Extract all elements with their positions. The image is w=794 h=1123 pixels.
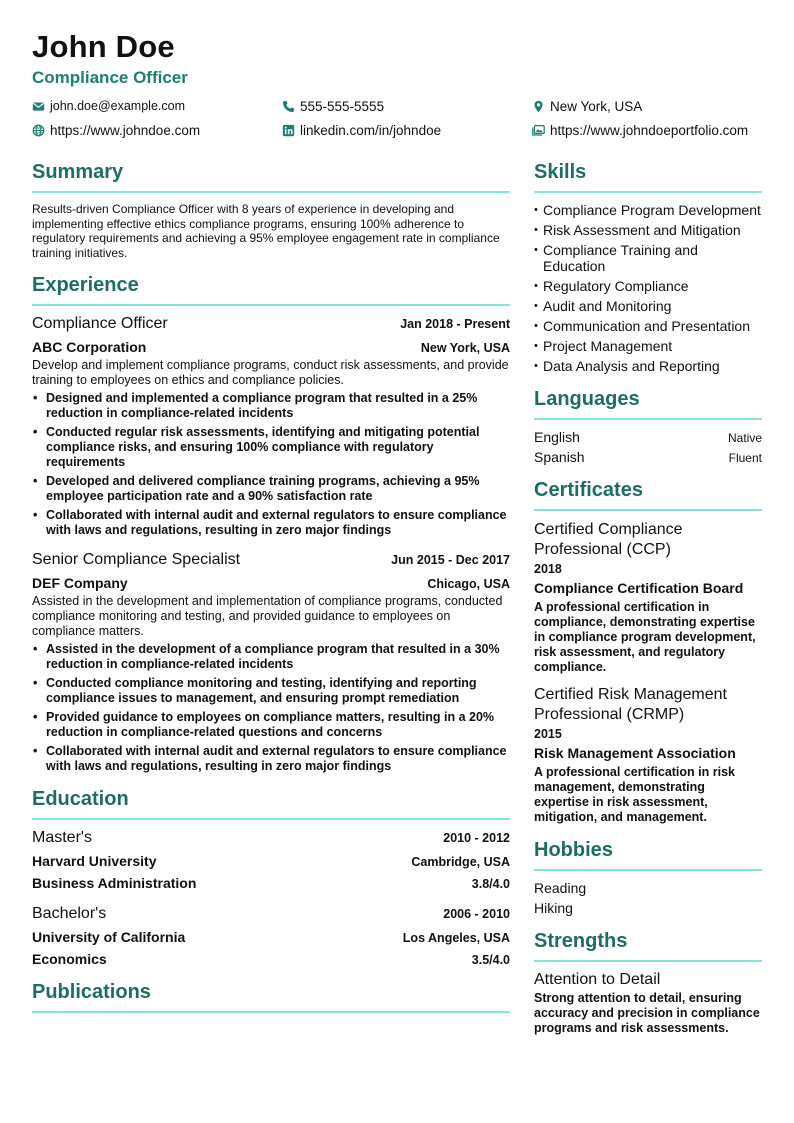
skill-item: • Compliance Program Development [534,202,762,218]
job-dates: Jan 2018 - Present [400,317,510,332]
edu-dates: 2006 - 2010 [443,907,510,922]
skill-item: • Data Analysis and Reporting [534,358,762,374]
globe-icon [32,124,45,137]
linkedin-icon [282,124,295,137]
hobby-item: Hiking [534,900,573,917]
job-location: Chicago, USA [427,577,510,592]
contact-email-text: john.doe@example.com [50,99,185,114]
skill-item: • Risk Assessment and Mitigation [534,222,762,238]
education-entry [32,829,510,891]
strength-title: Attention to Detail [534,971,661,989]
job-entry [32,315,510,538]
certificate-org: Compliance Certification Board [534,580,744,597]
job-title: Senior Compliance Specialist [32,551,241,569]
job-bullet: • Designed and implemented a compliance program that resulted in a 25% reduction in compliance-related incidents [32,391,510,421]
language-level: Fluent [728,451,762,466]
certificate-year: 2018 [534,562,562,577]
phone-icon [282,100,295,113]
edu-field: Economics [32,951,107,968]
two-column-body [32,161,762,1050]
language-level: Native [727,431,762,446]
summary-text: Results-driven Compliance Officer with 8 years of experience in developing and implementing effective ethics compliance programs, ensuring 100% adherence to regulatory requirements and achieving a 95% employee engagement rate in compliance training initiatives. [32,202,500,260]
job-bullet: • Conducted compliance monitoring and testing, identifying and reporting compliance issues to management, and ensuring prompt remediation [32,676,510,706]
skills-list [534,202,762,374]
edu-school: Harvard University [32,853,157,870]
edu-gpa: 3.5/4.0 [471,953,510,968]
skills-section [534,161,762,374]
job-dates: Jun 2015 - Dec 2017 [391,553,510,568]
edu-degree: Bachelor's [32,905,107,923]
language-row [534,449,762,465]
edu-gpa: 3.8/4.0 [471,877,510,892]
summary-section [32,161,510,260]
skills-heading: Skills [534,161,762,193]
summary-heading: Summary [32,161,510,193]
language-name: Spanish [534,449,585,466]
contact-website[interactable] [32,121,282,139]
job-bullet: • Assisted in the development of a compliance program that resulted in a 30% reduction in compliance-related incidents [32,642,510,672]
edu-dates: 2010 - 2012 [443,831,510,846]
candidate-title: Compliance Officer [32,68,188,88]
certificate-name: Certified Compliance Professional (CCP) [534,521,683,559]
job-entry [32,551,510,774]
job-bullets [32,391,510,538]
edu-degree: Master's [32,829,92,847]
edu-school: University of California [32,929,186,946]
contact-portfolio[interactable] [532,121,762,139]
contact-phone[interactable] [282,97,532,115]
job-description: Develop and implement compliance programs, conduct risk assessments, and provide training to employees on ethics and compliance policies. [32,358,509,388]
left-column [32,161,510,1050]
job-bullet: • Provided guidance to employees on compliance matters, resulting in a 20% reduction in compliance-related questions and concerns [32,710,510,740]
certificate-year: 2015 [534,727,562,742]
job-bullets [32,642,510,774]
hobby-item: Reading [534,880,587,897]
portfolio-image-icon [532,124,545,137]
education-entry [32,905,510,967]
edu-location: Los Angeles, USA [402,931,510,946]
skill-item: • Regulatory Compliance [534,278,762,294]
strength-description: Strong attention to detail, ensuring accuracy and precision in compliance programs and risk assessments. [534,991,760,1036]
job-location: New York, USA [420,341,510,356]
skill-item: • Compliance Training and Education [534,242,762,274]
contact-linkedin[interactable] [282,121,532,139]
job-description: Assisted in the development and implementation of compliance programs, conducted compliance monitoring and testing, and provided guidance to employees on compliance matters. [32,594,503,639]
email-icon [32,100,45,113]
job-title: Compliance Officer [32,315,168,333]
contact-phone-text: 555-555-5555 [300,98,385,114]
contact-linkedin-text: linkedin.com/in/johndoe [300,122,442,138]
job-bullet: • Collaborated with internal audit and external regulators to ensure compliance with laws and regulations, resulting in zero major findings [32,744,510,774]
certificates-heading: Certificates [534,479,762,511]
job-bullet: • Developed and delivered compliance training programs, achieving a 95% employee participation rate and a 90% satisfaction rate [32,474,510,504]
edu-field: Business Administration [32,875,197,892]
job-bullet: • Collaborated with internal audit and external regulators to ensure compliance with laws and regulations, resulting in zero major findings [32,508,510,538]
education-heading: Education [32,788,510,820]
right-column [534,161,762,1050]
job-company: DEF Company [32,575,128,592]
education-section [32,788,510,967]
edu-location: Cambridge, USA [411,855,510,870]
contact-website-text: https://www.johndoe.com [50,122,201,138]
job-bullet: • Conducted regular risk assessments, identifying and mitigating potential compliance risks, and ensuring 100% compliance with regulatory requirements [32,425,510,470]
certificate-entry [534,685,762,825]
candidate-name: John Doe [32,29,175,64]
contact-portfolio-text: https://www.johndoeportfolio.com [550,122,749,138]
certificates-section [534,479,762,825]
strengths-section [534,930,762,1036]
language-row [534,429,762,445]
certificate-name: Certified Risk Management Professional (CRMP) [534,686,727,724]
certificate-org: Risk Management Association [534,745,736,762]
skill-item: • Communication and Presentation [534,318,762,334]
strengths-heading: Strengths [534,930,762,962]
experience-section [32,274,510,774]
job-company: ABC Corporation [32,339,147,356]
skill-item: • Project Management [534,338,762,354]
contact-grid [32,97,762,139]
certificate-description: A professional certification in risk management, demonstrating expertise in risk assessment, mitigation, and management. [534,765,735,825]
experience-heading: Experience [32,274,510,306]
publications-section [32,981,510,1013]
publications-heading: Publications [32,981,510,1013]
contact-location [532,97,762,115]
languages-heading: Languages [534,388,762,420]
location-pin-icon [532,100,545,113]
contact-location-text: New York, USA [550,98,643,114]
certificate-description: A professional certification in compliance, demonstrating expertise in compliance program development, risk assessment, and regulatory compliance. [534,600,756,675]
contact-email[interactable] [32,97,282,115]
certificate-entry [534,520,762,675]
language-name: English [534,429,580,446]
hobbies-heading: Hobbies [534,839,762,871]
hobbies-section [534,839,762,916]
languages-section [534,388,762,465]
skill-item: • Audit and Monitoring [534,298,762,314]
resume-page [32,30,762,1050]
